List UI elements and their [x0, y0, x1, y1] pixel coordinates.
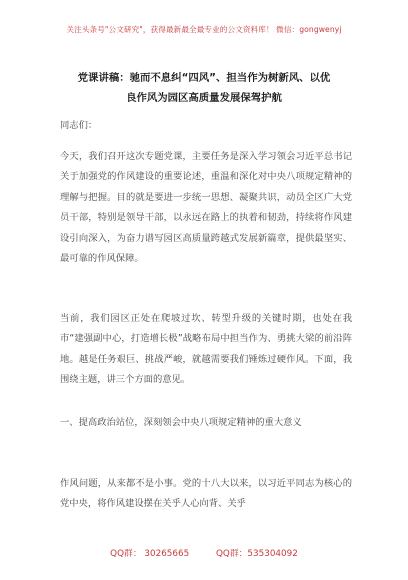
title-line-1: 党课讲稿：驰而不息纠“四风”、担当作为树新风、以优 — [77, 72, 331, 84]
paragraph-text: 当前，我们园区正处在爬坡过坎、转型升级的关键时期，也处在我市“建强副中心，打造增长极”战略布局中担当作为、勇挑大梁的前沿阵地。越是任务艰巨、挑战严峻，就越需要我们锤炼过硬作风。下面，我围绕主题，讲三个方面的意见。 — [60, 313, 352, 386]
footer-qq-2: QQ群：535304092 — [215, 549, 298, 559]
footer-qq-1: QQ群： 30265665 — [110, 549, 190, 559]
paragraph-3 — [60, 474, 352, 515]
title-line-2: 良作风为园区高质量发展保驾护航 — [126, 92, 282, 104]
header-banner: 关注头条号"公文研究"，获得最新最全最专业的公文资料库！ 微信：gongwenyj — [66, 25, 342, 34]
document-title — [34, 68, 374, 108]
paragraph-1 — [60, 147, 352, 269]
section-heading-text: 一、提高政治站位，深刻领会中央八项规定精神的重大意义 — [60, 417, 302, 428]
section-heading-1 — [60, 413, 352, 433]
greeting-text: 同志们： — [60, 120, 98, 131]
paragraph-2 — [60, 309, 352, 391]
greeting — [60, 116, 352, 136]
paragraph-text: 今天，我们召开这次专题党课，主要任务是深入学习领会习近平总书记关于加强党的作风建设的重要论述，重温和深化对中央八项规定精神的理解与把握。目的就是要进一步统一思想、凝聚共识，动员全区广大党员干部，特别是领导干部，以永远在路上的执着和韧劲，持续将作风建设引向深入，为奋力谱写园区高质量跨越式发展新篇章，提供最坚实、最可靠的作风保障。 — [60, 151, 352, 265]
footer — [0, 546, 408, 559]
paragraph-text: 作风问题，从来都不是小事。党的十八大以来，以习近平同志为核心的党中央，将作风建设摆在关乎人心向背、关乎 — [60, 478, 352, 510]
